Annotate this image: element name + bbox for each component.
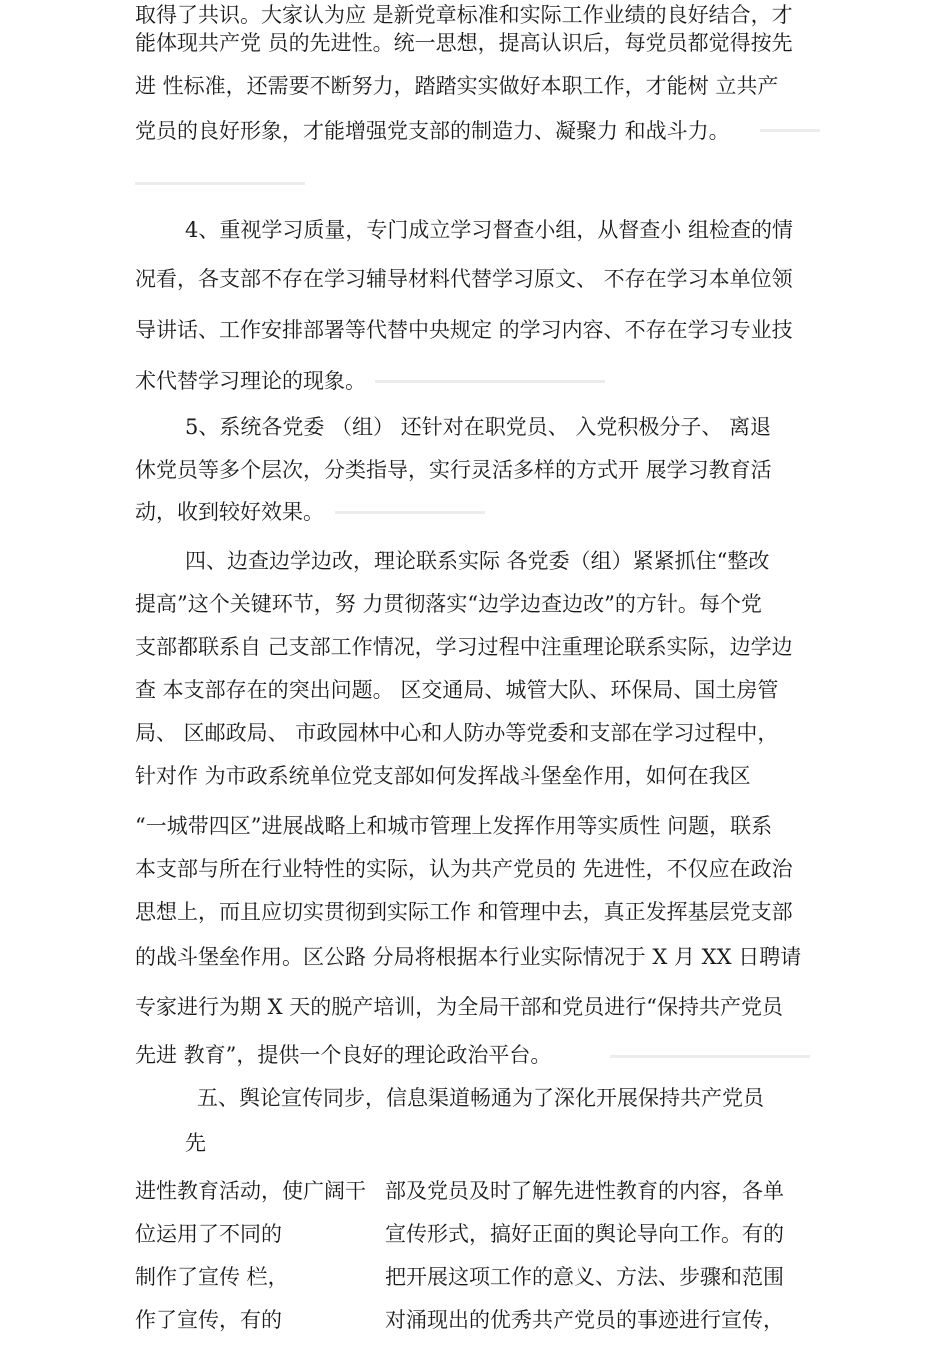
text-line: 4、重视学习质量，专门成立学习督查小组，从督查小 组检查的情	[185, 218, 794, 242]
text-line: 四、边查边学边改，理论联系实际 各党委（组）紧紧抓住“整改	[185, 549, 770, 573]
text-line: 能体现共产党 员的先进性。统一思想，提高认识后，每党员都觉得按先	[135, 31, 793, 55]
text-line: 导讲话、工作安排部署等代替中央规定 的学习内容、不存在学习专业技	[135, 318, 793, 342]
text-line: 的战斗堡垒作用。区公路 分局将根据本行业实际情况于 X 月 XX 日聘请	[135, 945, 802, 969]
text-line: 先	[185, 1131, 206, 1155]
left-column-line: 制作了宣传 栏，	[135, 1265, 289, 1289]
text-line: 本支部与所在行业特性的实际，认为共产党员的 先进性，不仅应在政治	[135, 857, 793, 881]
text-line: 进 性标准，还需要不断努力，踏踏实实做好本职工作，才能树 立共产	[135, 74, 779, 98]
text-line: 提高”这个关键环节，努 力贯彻落实“边学边查边改”的方针。每个党	[135, 592, 762, 616]
right-column-line: 部及党员及时了解先进性教育的内容，各单	[385, 1179, 784, 1203]
text-line: 针对作 为市政系统单位党支部如何发挥战斗堡垒作用，如何在我区	[135, 764, 751, 788]
text-line: 术代替学习理论的现象。	[135, 369, 366, 393]
right-column-line: 宣传形式，搞好正面的舆论导向工作。有的	[385, 1222, 784, 1246]
left-column-line: 作了宣传，有的	[135, 1308, 282, 1332]
faint-artifact	[135, 182, 305, 185]
faint-artifact	[610, 1055, 810, 1058]
text-line: 思想上，而且应切实贯彻到实际工作 和管理中去，真正发挥基层党支部	[135, 900, 793, 924]
left-column-line: 进性教育活动，使广阔干	[135, 1179, 366, 1203]
faint-artifact	[335, 511, 485, 514]
text-line: 党员的良好形象，才能增强党支部的制造力、凝聚力 和战斗力。	[135, 119, 730, 143]
text-line: 查 本支部存在的突出问题。 区交通局、城管大队、环保局、国土房管	[135, 678, 779, 702]
text-line: 休党员等多个层次，分类指导，实行灵活多样的方式开 展学习教育活	[135, 458, 772, 482]
text-line: 专家进行为期 X 天的脱产培训，为全局干部和党员进行“保持共产党员	[135, 995, 784, 1019]
text-line: 取得了共识。大家认为应 是新党章标准和实际工作业绩的良好结合，才	[135, 3, 793, 27]
text-line: 5、系统各党委 （组） 还针对在职党员、 入党积极分子、 离退	[185, 415, 772, 439]
text-line: 五、舆论宣传同步，信息渠道畅通为了深化开展保持共产党员	[197, 1086, 764, 1110]
left-column-line: 位运用了不同的	[135, 1222, 282, 1246]
text-line: 局、 区邮政局、 市政园林中心和人防办等党委和支部在学习过程中，	[135, 721, 779, 745]
text-line: 况看，各支部不存在学习辅导材料代替学习原文、 不存在学习本单位领	[135, 267, 793, 291]
faint-artifact	[375, 380, 605, 383]
text-line: 先进 教育”，提供一个良好的理论政治平台。	[135, 1043, 552, 1067]
text-line: 动，收到较好效果。	[135, 500, 324, 524]
right-column-line: 对涌现出的优秀共产党员的事迹进行宣传，	[385, 1308, 784, 1332]
right-column-line: 把开展这项工作的意义、方法、步骤和范围	[385, 1265, 784, 1289]
text-line: “一城带四区”进展战略上和城市管理上发挥作用等实质性 问题，联系	[135, 814, 773, 838]
faint-artifact	[760, 129, 820, 132]
text-line: 支部都联系自 己支部工作情况，学习过程中注重理论联系实际，边学边	[135, 635, 793, 659]
